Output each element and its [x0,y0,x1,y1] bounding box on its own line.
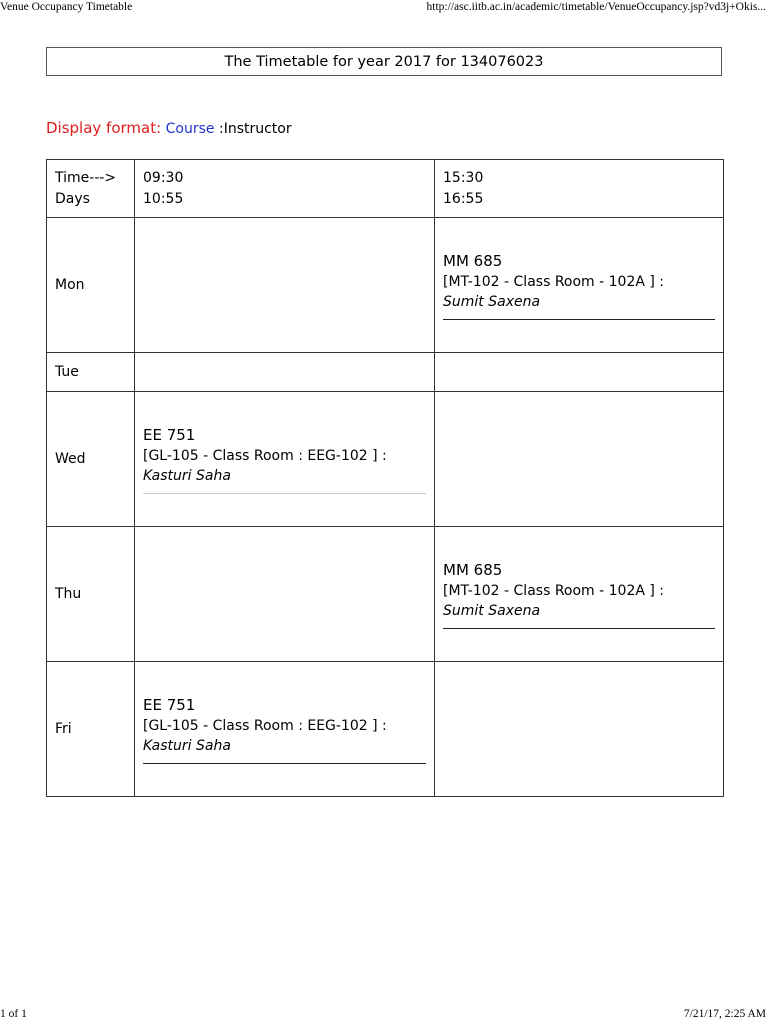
print-header-url: http://asc.iitb.ac.in/academic/timetable/VenueOccupancy.jsp?vd3j+Okis... [426,1,766,13]
display-format-instructor: Instructor [223,121,292,137]
header-slot-2 [435,160,724,218]
course-entry [143,695,434,764]
course-code: EE 751 [143,425,196,444]
header-time-label: Time---> [55,170,117,186]
print-footer-page: 1 of 1 [0,1008,27,1020]
timetable-header-row [47,160,724,218]
day-cell [47,527,135,662]
slot-2-end: 16:55 [443,190,484,207]
instructor-name: Kasturi Saha [143,738,231,754]
entry-divider [143,763,426,764]
slot-1-end: 10:55 [143,190,184,207]
venue-text: [MT-102 - Class Room - 102A ] : [443,582,665,599]
entry-divider [443,319,715,320]
slot-cell-empty [135,527,435,662]
course-entry [443,560,723,629]
day-cell [47,392,135,527]
slot-cell-empty [435,662,724,797]
instructor-name: Sumit Saxena [443,294,541,310]
header-day-cell [47,160,135,218]
slot-cell [435,527,724,662]
course-code: MM 685 [443,560,503,579]
slot-cell-empty [135,218,435,353]
day-label: Thu [55,586,82,602]
entry-divider [143,493,426,494]
course-code: EE 751 [143,695,196,714]
instructor-name: Kasturi Saha [143,468,231,484]
header-days-label: Days [55,190,90,207]
slot-cell-empty [135,353,435,392]
instructor-name: Sumit Saxena [443,603,541,619]
timetable-title-text: The Timetable for year 2017 for 134076023 [224,53,544,70]
display-format-label: Display format: [46,119,162,137]
entry-divider [443,628,715,629]
day-label: Mon [55,277,85,293]
header-slot-1 [135,160,435,218]
display-format-separator: : [214,121,224,137]
slot-cell [135,392,435,527]
timetable [46,159,724,797]
table-row [47,392,724,527]
venue-text: [MT-102 - Class Room - 102A ] : [443,273,665,290]
day-cell [47,662,135,797]
slot-cell [435,218,724,353]
slot-cell-empty [435,392,724,527]
venue-text: [GL-105 - Class Room : EEG-102 ] : [143,717,387,734]
venue-text: [GL-105 - Class Room : EEG-102 ] : [143,447,387,464]
timetable-title [46,47,722,76]
slot-cell [135,662,435,797]
day-label: Fri [55,721,72,737]
day-label: Tue [55,364,79,380]
table-row [47,527,724,662]
slot-2-start: 15:30 [443,170,484,186]
day-label: Wed [55,451,86,467]
table-row [47,662,724,797]
course-entry [143,425,434,494]
print-footer-timestamp: 7/21/17, 2:25 AM [683,1008,766,1020]
day-cell [47,353,135,392]
print-header-title: Venue Occupancy Timetable [0,1,133,13]
slot-cell-empty [435,353,724,392]
slot-1-start: 09:30 [143,170,184,186]
table-row [47,353,724,392]
course-code: MM 685 [443,251,503,270]
day-cell [47,218,135,353]
display-format [46,119,292,137]
course-entry [443,251,723,320]
table-row [47,218,724,353]
display-format-course: Course [165,121,215,137]
